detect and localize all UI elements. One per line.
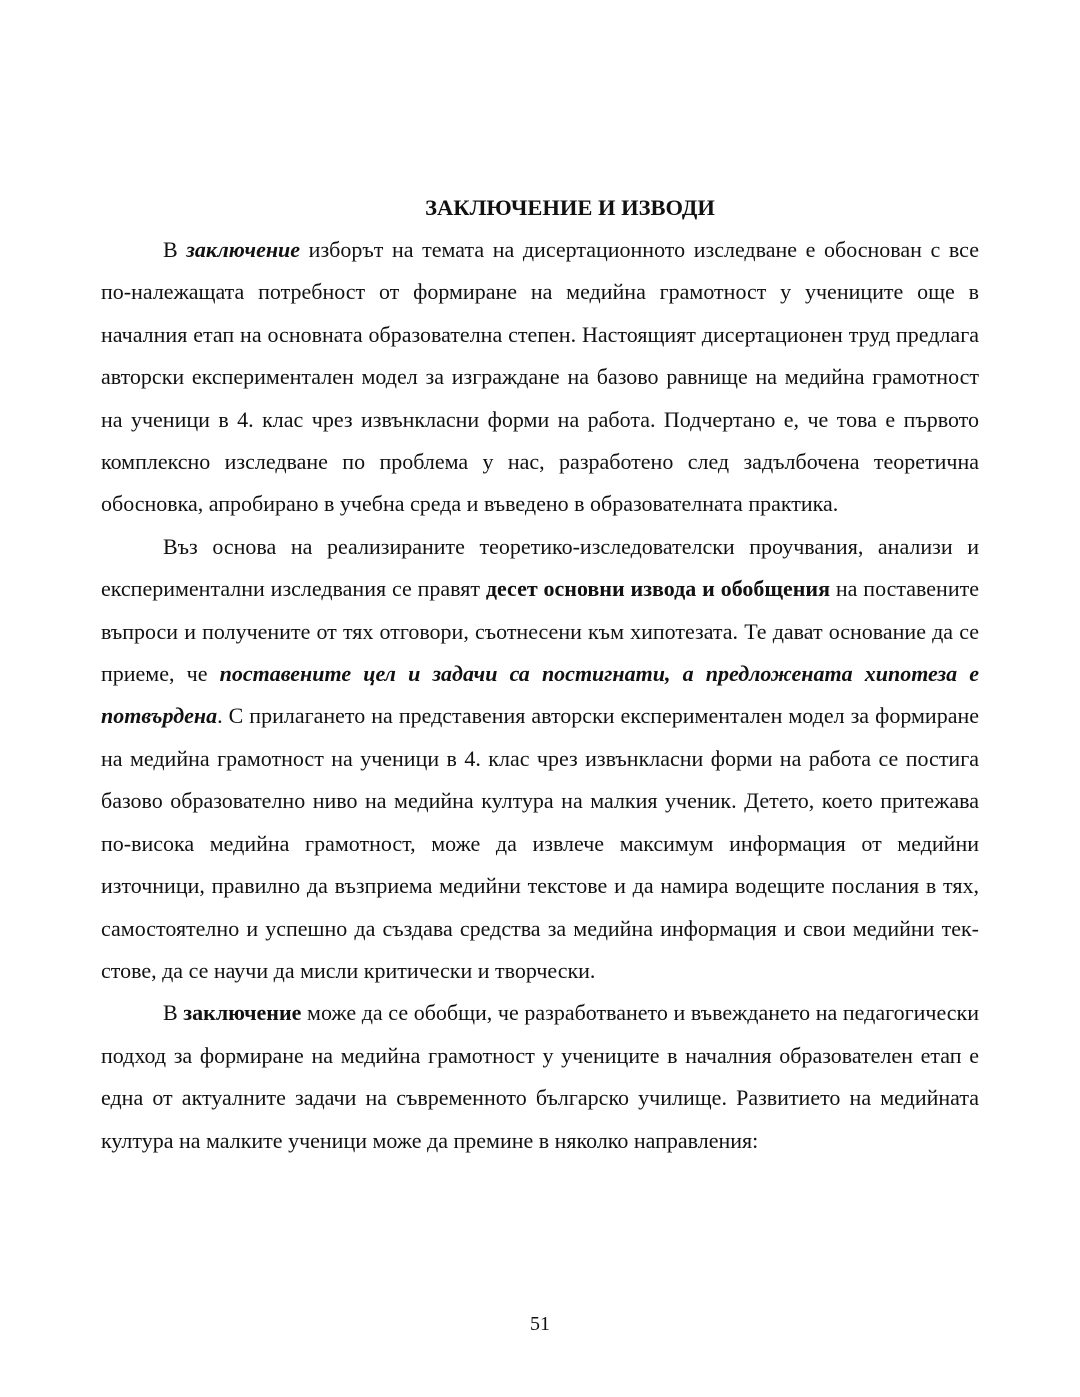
section-title: ЗАКЛЮЧЕНИЕ И ИЗВОДИ [425, 195, 715, 220]
text-run: . С прилагането на представения авторски експериментален модел за формиране на медийна грамотност на ученици в 4. клас чрез извънкласни форми на работа се постига базово образователно ниво на медийна култура на малкия ученик. Детето, което притежава по-висока медийна грамотност, може да извлече максимум информация от медийни източници, правилно да възприема медийни текстове и да намира водещите послания в тях, самостоятелно и успешно да създава средства за медийна информация и свои медийни текстове, да се научи да мисли критически и творчески. [101, 703, 979, 983]
emphasis-run: поставените цел и задачи са постигнати, а предложената хипотеза е потвърдена [101, 661, 980, 729]
text-run: Въз основа на реализираните теоретико-изследователски проучвания, анализи и експериментални изследвания се правят [101, 533, 979, 602]
emphasis-run: заключение [186, 237, 301, 262]
text-run: изборът на темата на дисертационното изследване е обоснован с все по-належащата потребност от формиране на медийна грамотност у учениците още в началния етап на основната образователна степен. Настоящият дисертационен труд предлага авторски експериментален модел за изграждане на базово равнище на медийна грамотност на ученици в 4. клас чрез извънкласни форми на работа. Подчертано е, че това е първото комплексно изследване по проблема у нас, разработено след задълбочена теоретична обосновка, апробирано в учебна среда и въведено в образователната практика. [101, 237, 979, 517]
text-run: В [163, 1000, 184, 1026]
paragraph-1 [101, 229, 979, 526]
text-run: на поставените въпроси и получените от тях отговори, съотнесени към хипотезата. Те дават основание да се приеме, че [101, 576, 979, 687]
page-content [101, 190, 979, 1162]
emphasis-run: десет основни извода и обобщения [485, 576, 831, 602]
text-run: В [163, 237, 187, 262]
text-run: може да се обобщи, че разработването и въвеждането на педагогически подход за формиране на медийна грамотност у учениците в началния образователен етап е една от актуалните задачи на съвременното българско училище. Развитието на медийната култура на малките ученици може да премине в няколко направления: [101, 1000, 979, 1153]
page-number: 51 [530, 1313, 550, 1335]
paragraph-3 [101, 992, 979, 1162]
emphasis-run: заключение [183, 1000, 302, 1026]
paragraph-2 [101, 526, 979, 992]
